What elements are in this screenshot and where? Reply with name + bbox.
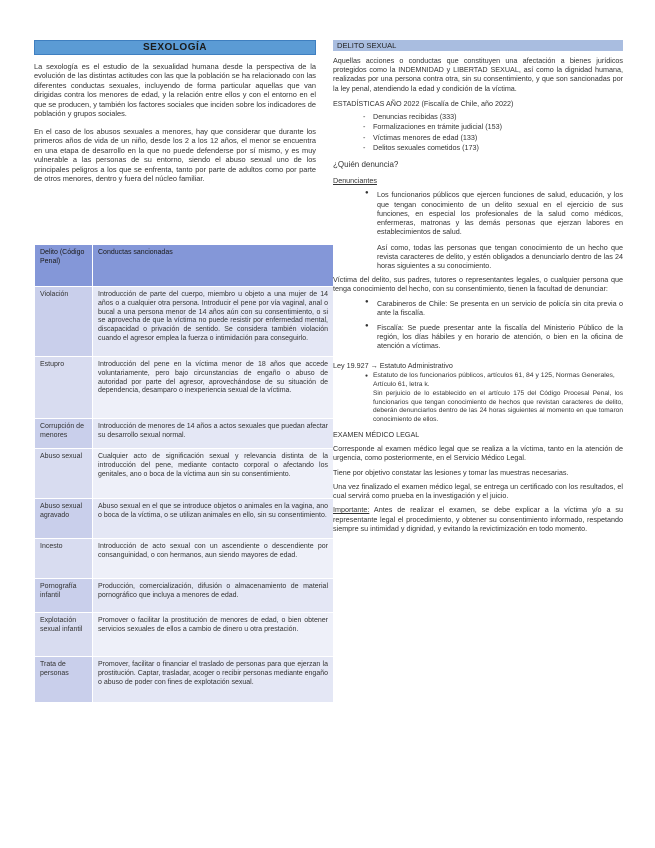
law-note: Sin perjuicio de lo establecido en el artículo 175 del Código Procesal Penal, los funcionarios que tengan conocimiento de hechos que revistan caracteres de delito, deberán denunciarlos dentro de las 24 horas siguientes al momento en que tomaron conocimiento de ellos.: [373, 390, 623, 423]
law-heading: Ley 19.927 → Estatuto Administrativo: [333, 360, 453, 370]
list-item: - Formalizaciones en trámite judicial (153): [363, 122, 623, 131]
table-row: [35, 419, 334, 449]
offense-description: Abuso sexual en el que se introduce objetos o animales en la vagina, ano o boca de la víctima, o se utilizan animales en ello, sin su consentimiento.: [93, 499, 334, 539]
offense-name: Explotación sexual infantil: [35, 613, 93, 657]
crimes-table: [34, 244, 334, 703]
list-item: - Delitos sexuales cometidos (173): [363, 143, 623, 152]
table-header-conduct: Conductas sancionadas: [93, 245, 334, 287]
left-column: [34, 40, 316, 192]
mandated-note: Así como, todas las personas que tengan conocimiento de un hecho que revista caracteres de delito, y estén obligados a denunciarlo dentro de las 24 horas siguientes a su conocimiento.: [377, 242, 623, 270]
list-item: ● Los funcionarios públicos que ejercen funciones de salud, educación, y los que tengan conocimiento de un delito sexual en el ejercicio de sus funciones, en especial los profesionales de la salud como médicos, enfermeras, matronas y las demás personas que ejerzan labores en establecimientos de salud.: [367, 190, 623, 236]
table-row: [35, 579, 334, 613]
offense-description: Producción, comercialización, difusión o almacenamiento de material pornográfico que incluya a menores de edad.: [93, 579, 334, 613]
offense-name: Pornografía infantil: [35, 579, 93, 613]
section-title-bar: DELITO SEXUAL: [333, 40, 623, 51]
important-label: Importante:: [333, 505, 370, 515]
table-row: [35, 499, 334, 539]
important-text: Antes de realizar el examen, se debe explicar a la víctima y/o a su representante legal el procedimiento, y obtener su consentimiento informado, respetando siempre su intimidad y dignidad, y evitando la revictimización en todo momento.: [333, 505, 623, 533]
table-row: [35, 449, 334, 499]
offense-name: Violación: [35, 287, 93, 357]
exam-paragraph-3: Una vez finalizado el examen médico legal, se entrega un certificado con los resultados, el cual servirá como prueba en la investigación y el juicio.: [333, 481, 623, 501]
law-list: [365, 372, 623, 389]
offense-description: Promover o facilitar la prostitución de menores de edad, o bien obtener servicios sexuales de ellos a cambio de dinero u otra prestación.: [93, 613, 334, 657]
who-reports-question: ¿Quién denuncia?: [333, 159, 399, 169]
victim-paragraph: Víctima del delito, sus padres, tutores o representantes legales, o cualquier persona que tenga conocimiento del hecho, con su consentimiento, tienen la facultad de denunciar:: [333, 275, 623, 294]
stats-list: [363, 112, 623, 152]
list-item: ● Estatuto de los funcionarios públicos, artículos 61, 84 y 125, Normas Generales, Artículo 61, letra k.: [365, 372, 623, 389]
exam-paragraph-1: Corresponde al examen médico legal que se realiza a la víctima, tanto en la atención de urgencia, como posteriormente, en el Servicio Médico Legal.: [333, 444, 623, 463]
intro-paragraph-1: La sexología es el estudio de la sexualidad humana desde la perspectiva de la evolución de las distintas actitudes con las que la población se ha relacionado con las diferentes conductas sexuales, incluyendo de forma particular aquellas que van dirigidas contra los menores de edad, y la relación entre ellos y con el entorno en el que se producen, y también los factores sociales que inciden sobre los indicadores de población y grupos sociales.: [34, 62, 316, 119]
list-item: - Denuncias recibidas (333): [363, 112, 623, 121]
table-row: [35, 657, 334, 703]
offense-description: Introducción de parte del cuerpo, miembro u objeto a una mujer de 14 años o a cualquier otra persona. Introducir el pene por vía vaginal, anal o bucal a una persona menor de 14 años aún con su consentimiento, o si se aprovecha de que la víctima no puede resistir por enfermedad mental, discapacidad o privación de sentido. Se considera también violación cuando el agresor emplea la fuerza o intimidación para conseguirlo.: [93, 287, 334, 357]
offense-description: Introducción de acto sexual con un ascendiente o descendiente por consanguinidad, o con hermanos, aun siendo mayores de edad.: [93, 539, 334, 579]
table-row: [35, 613, 334, 657]
list-item: ● Carabineros de Chile: Se presenta en un servicio de policía sin cita previa o ante la fiscalía.: [367, 299, 623, 317]
title-banner: [34, 40, 316, 55]
offense-name: Corrupción de menores: [35, 419, 93, 449]
offense-name: Estupro: [35, 357, 93, 419]
exam-paragraph-2: Tiene por objetivo constatar las lesiones y tomar las muestras necesarias.: [333, 467, 569, 477]
offense-name: Trata de personas: [35, 657, 93, 703]
definition-paragraph: Aquellas acciones o conductas que constituyen una afectación a bienes jurídicos protegidos como la INDEMNIDAD y LIBERTAD SEXUAL, así como la dignidad humana, realizadas por una persona contra otra, sin su consentimiento, y que son sancionadas por la ley penal, atendiendo la edad y condición de la víctima.: [333, 56, 623, 93]
stats-heading: ESTADÍSTICAS AÑO 2022 (Fiscalía de Chile, año 2022): [333, 98, 514, 108]
offense-name: Incesto: [35, 539, 93, 579]
mandated-label: Denunciantes: [333, 176, 377, 186]
offense-description: Introducción de menores de 14 años a actos sexuales que puedan afectar su desarrollo sexual normal.: [93, 419, 334, 449]
exam-heading: EXAMEN MÉDICO LEGAL: [333, 430, 420, 440]
important-paragraph: [333, 505, 623, 533]
table-row: [35, 287, 334, 357]
offense-description: Promover, facilitar o financiar el traslado de personas para que ejerzan la prostitución. Captar, trasladar, acoger o recibir personas mediante engaño o abuso de poder con fines de explotación sexual.: [93, 657, 334, 703]
table-header-row: [35, 245, 334, 287]
offense-name: Abuso sexual agravado: [35, 499, 93, 539]
table-header-offense: Delito (Código Penal): [35, 245, 93, 287]
intro-paragraph-2: En el caso de los abusos sexuales a menores, hay que considerar que durante los primeros años de vida de un niño, desde los 2 a los 12 años, el menor se encuentra en una etapa de desarrollo en la que no puede defenderse por sí mismo, y es muy vulnerable a las personas de su entorno, siendo el abuso sexual uno de los principales peligros a los que se enfrenta, tanto por parte de adultos como por parte de otros menores, dentro y fuera del núcleo familiar.: [34, 126, 316, 184]
offense-name: Abuso sexual: [35, 449, 93, 499]
mandated-list: [367, 190, 623, 236]
list-item: - Víctimas menores de edad (133): [363, 133, 623, 142]
right-column: [333, 40, 623, 533]
table-row: [35, 357, 334, 419]
list-item: ● Fiscalía: Se puede presentar ante la fiscalía del Ministerio Público de la región, los días hábiles y en horario de atención, o bien en la oficina de atención a víctimas.: [367, 323, 623, 351]
intro-text: [34, 62, 316, 184]
offense-description: Cualquier acto de significación sexual y relevancia distinta de la introducción del pene, mediante contacto corporal o afectando los genitales, ano o boca de la víctima aun sin su consentimiento.: [93, 449, 334, 499]
offense-description: Introducción del pene en la víctima menor de 18 años que accede voluntariamente, pero bajo circunstancias de engaño o abuso de autoridad por parte del agresor, aprovechándose de su situación de dependencia, desamparo o inexperiencia sexual de la víctima.: [93, 357, 334, 419]
victim-list: [367, 299, 623, 351]
page-title: SEXOLOGÍA: [143, 42, 207, 53]
table-row: [35, 539, 334, 579]
